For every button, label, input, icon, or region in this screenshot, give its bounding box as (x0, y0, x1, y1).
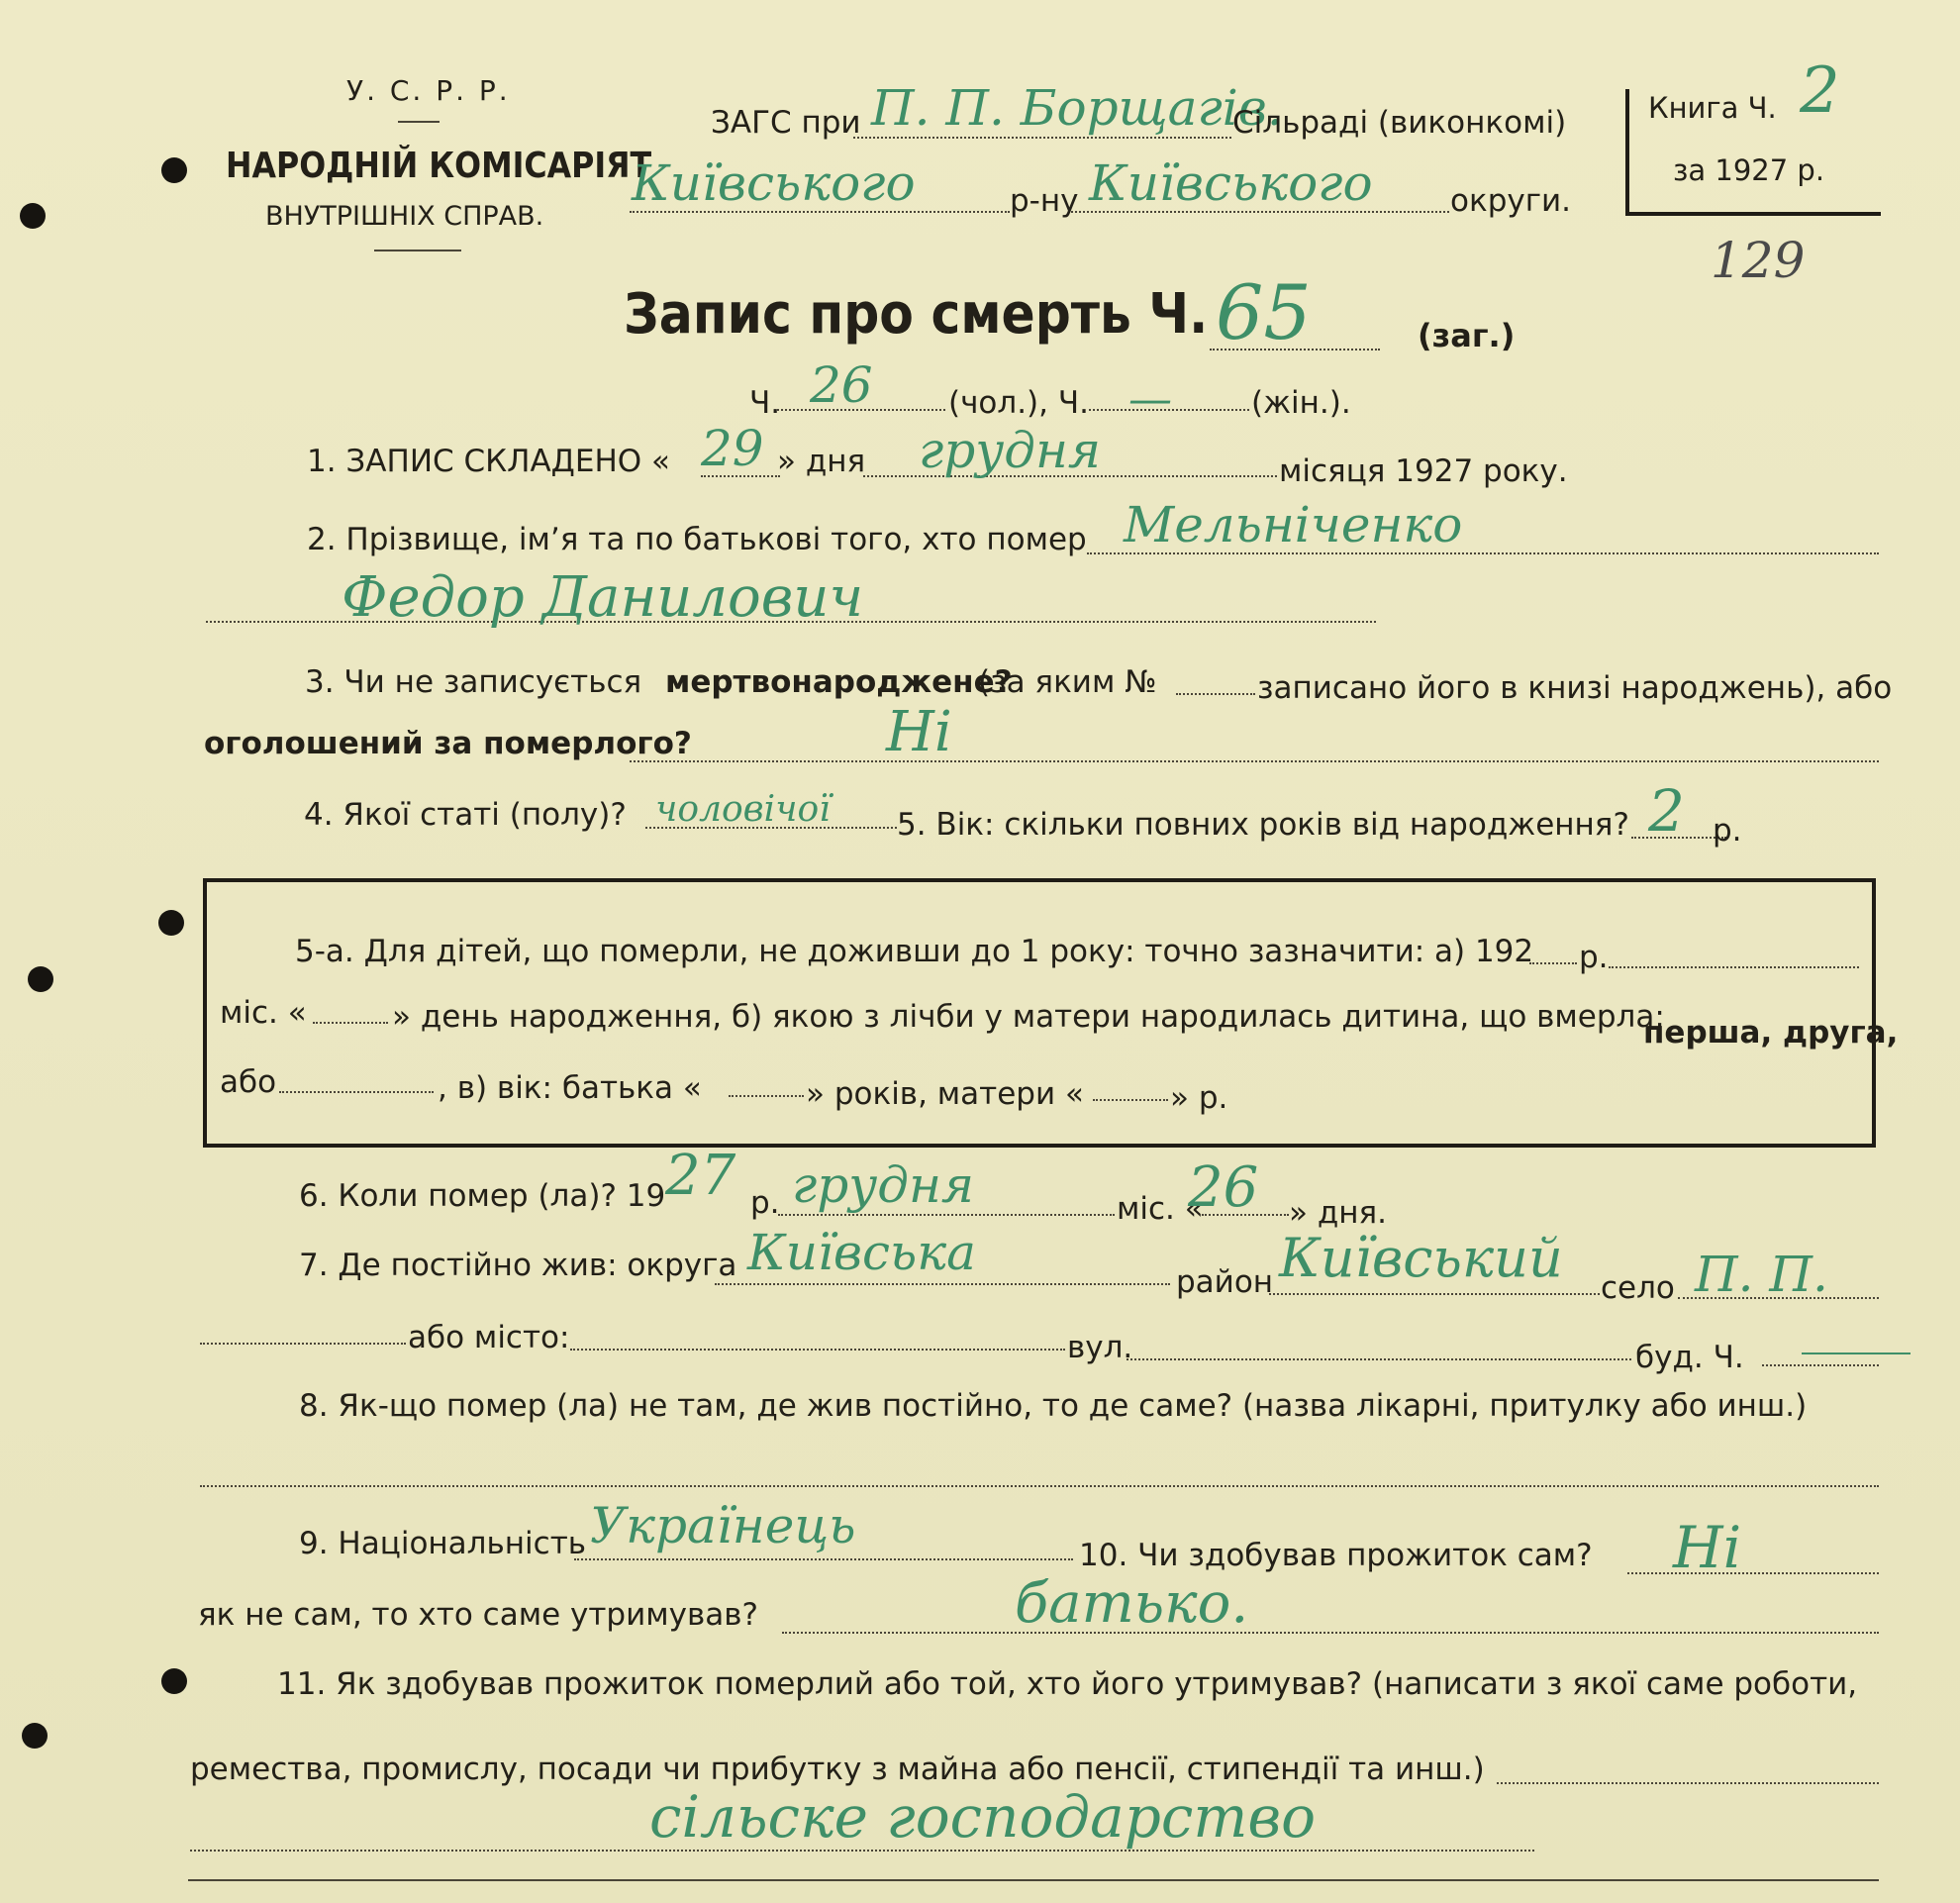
field5a-other-line (279, 1091, 434, 1093)
field7-selo-handwriting: П. П. (1695, 1246, 1828, 1303)
field3-answer-line (630, 760, 1879, 762)
field2-names-handwriting: Федор Данилович (342, 565, 864, 630)
zags-handwriting: П. П. Борщагів. (871, 79, 1283, 137)
zags-line (853, 137, 1231, 139)
divider (374, 250, 461, 251)
district-handwriting: Київського (632, 154, 916, 212)
field6-month-line (778, 1214, 1115, 1216)
field3-declared-dead: оголошений за померлого? (204, 726, 692, 761)
divider (398, 121, 440, 123)
field5a-line2-b: » день народження, б) якою з лічби у матери народилась дитина, що вмерла: (392, 999, 1665, 1035)
field11-answer-handwriting: сільске господарство (649, 1783, 1317, 1851)
field6-dnya: » дня. (1289, 1195, 1388, 1231)
field5a-line3-b: , в) вік: батька « (438, 1070, 702, 1106)
punch-hole (158, 910, 184, 936)
field11-line1: 11. Як здобував прожиток померлий або той, хто його утримував? (написати з якої саме роботи, (277, 1666, 1858, 1702)
field3-stillborn: мертвонароджене? (665, 664, 1013, 700)
field10-followup-line (782, 1632, 1879, 1634)
field6-month-handwriting: грудня (792, 1156, 975, 1214)
punch-hole (161, 1668, 187, 1694)
field7-selo-label: село (1601, 1270, 1675, 1306)
field7-vul-line (1127, 1358, 1631, 1360)
field9-label: 9. Національність (299, 1526, 587, 1561)
field7-raion-label: район (1176, 1264, 1274, 1300)
field6-label: 6. Коли помер (ла)? 19 (299, 1178, 666, 1214)
field6-year-handwriting: 27 (665, 1144, 736, 1208)
field5a-line1-end: р. (1579, 940, 1609, 975)
record-title: Запис про смерть Ч. (624, 282, 1209, 347)
field5-age-handwriting: 2 (1648, 777, 1685, 845)
field5a-line2-bold: перша, друга, (1643, 1015, 1899, 1051)
field10-answer-handwriting: Ні (1673, 1514, 1742, 1581)
punch-hole (28, 966, 53, 992)
field5-label: 5. Вік: скільки повних років від народження? (897, 807, 1629, 843)
field7-misto-label: або місто: (408, 1320, 570, 1355)
field10-line (1627, 1572, 1879, 1574)
commissariat-heading: НАРОДНІЙ КОМІСАРІЯТ (226, 146, 652, 186)
field4-answer-handwriting: чоловічої (655, 789, 831, 830)
field7-bud-line (1762, 1364, 1879, 1366)
field7-vul-label: вул. (1067, 1330, 1133, 1365)
field5a-mother-age-line (1093, 1099, 1168, 1101)
field7-raion-handwriting: Київський (1279, 1227, 1563, 1289)
punch-hole (161, 157, 187, 183)
field3-prefix: 3. Чи не записується (305, 664, 642, 700)
field6-day-handwriting: 26 (1188, 1155, 1259, 1220)
district-label: р-ну (1010, 183, 1079, 219)
field10-followup: як не сам, то хто саме утримував? (198, 1597, 758, 1633)
field5a-line3-a: або (220, 1064, 277, 1100)
field7-bud-dash (1802, 1352, 1911, 1354)
punch-hole (20, 203, 46, 229)
field5a-line2-a: міс. « (220, 995, 307, 1031)
internal-affairs-heading: ВНУТРІШНІХ СПРАВ. (265, 201, 544, 232)
field3-answer-handwriting: Ні (886, 700, 952, 764)
field8-line (200, 1485, 1879, 1487)
field10-followup-handwriting: батько. (1015, 1571, 1249, 1636)
male-count-suffix: (чол.), Ч. (948, 385, 1089, 421)
field5a-month-line (1609, 966, 1859, 968)
field5a-father-age-line (729, 1095, 804, 1097)
field11-line2: ремества, промислу, посади чи прибутку з майна або пенсії, стипендії та инш.) (190, 1752, 1485, 1787)
field9-answer-handwriting: Українець (590, 1497, 856, 1554)
field7-label: 7. Де постійно жив: округа (299, 1248, 737, 1283)
field2-label: 2. Прізвище, ім’я та по батькові того, хто помер (307, 522, 1087, 557)
field1-prefix: 1. ЗАПИС СКЛАДЕНО « (307, 444, 671, 479)
ussr-heading: У. С. Р. Р. (346, 74, 511, 107)
field5a-line3-c: » років, матери « (806, 1076, 1084, 1112)
field7-misto-line (570, 1349, 1065, 1351)
field6-mis: міс. « (1117, 1191, 1204, 1227)
field11-line2-fill (1497, 1782, 1879, 1784)
okrug-label: округи. (1450, 183, 1572, 219)
field3-mid: (за яким № (978, 664, 1157, 700)
field2-surname-handwriting: Мельніченко (1124, 496, 1463, 553)
field7-misto-prefix-line (200, 1343, 406, 1345)
field5a-year-line (1529, 962, 1577, 964)
field3-suffix: записано його в книзі народжень), або (1257, 670, 1893, 706)
record-number-handwriting: 65 (1216, 268, 1312, 356)
field7-okruga-handwriting: Київська (747, 1224, 976, 1281)
field1-month-handwriting: грудня (919, 422, 1102, 479)
field7-okruga-line (715, 1283, 1170, 1285)
field6-r: р. (750, 1185, 780, 1221)
field5-unit: р. (1713, 813, 1742, 849)
field3-number-line (1176, 693, 1255, 695)
book-number-handwriting: 2 (1800, 54, 1840, 128)
female-count-handwriting: — (1128, 374, 1172, 425)
record-title-suffix: (заг.) (1418, 317, 1516, 354)
field4-label: 4. Якої статі (полу)? (304, 797, 627, 833)
field1-suffix: місяця 1927 року. (1279, 453, 1568, 489)
field7-bud-label: буд. Ч. (1635, 1340, 1744, 1375)
field5a-line1: 5-а. Для дітей, що померли, не доживши до 1 року: точно зазначити: а) 192 (295, 934, 1534, 969)
punch-hole (22, 1723, 48, 1749)
field9-line (574, 1558, 1073, 1560)
field10-label: 10. Чи здобував прожиток сам? (1079, 1538, 1593, 1573)
field8-label: 8. Як-що помер (ла) не там, де жив постійно, то де саме? (назва лікарні, притулку або инш.) (299, 1388, 1808, 1424)
field5a-line3-d: » р. (1170, 1080, 1228, 1116)
male-count-handwriting: 26 (810, 356, 873, 414)
book-year: за 1927 р. (1673, 153, 1825, 187)
page-number-pencil: 129 (1711, 232, 1806, 289)
field1-day-handwriting: 29 (701, 420, 764, 477)
male-count-label: Ч. (749, 385, 781, 421)
okrug-handwriting: Київського (1089, 154, 1373, 212)
zags-suffix: Сільраді (виконкомі) (1232, 105, 1567, 141)
bottom-rule (188, 1879, 1879, 1881)
female-count-suffix: (жін.). (1251, 385, 1351, 421)
field5a-day-line (313, 1022, 388, 1024)
field1-mid: » дня (777, 444, 866, 479)
zags-label: ЗАГС при (711, 105, 861, 141)
field7-raion-line (1269, 1293, 1600, 1295)
book-label: Книга Ч. (1648, 91, 1777, 125)
